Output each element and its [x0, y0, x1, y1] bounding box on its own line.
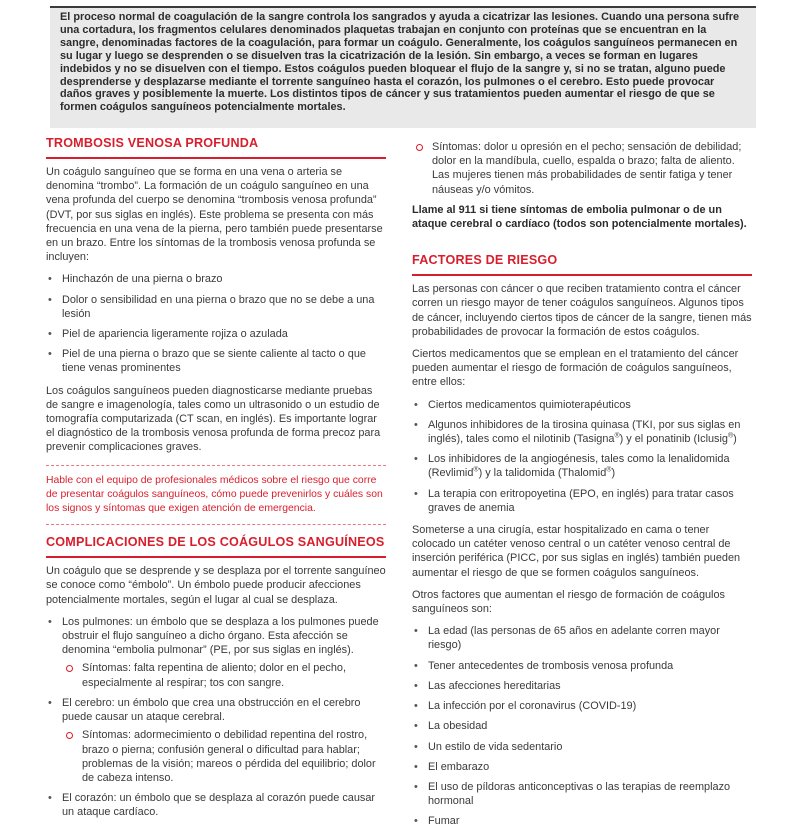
sub-list	[62, 728, 386, 785]
complication-lungs: Los pulmones: un émbolo que se desplaza a los pulmones puede obstruir el flujo sanguíneo a dicho órgano. Esta afección se denomina “embolia pulmonar” (PE, por sus siglas en inglés).	[62, 615, 379, 657]
complications-heading: COMPLICACIONES DE LOS COÁGULOS SANGUÍNEOS	[46, 535, 385, 550]
heart-sub-list	[412, 140, 752, 197]
risk-rule	[412, 274, 752, 276]
list-item: • Tener antecedentes de trombosis venosa profunda	[412, 659, 752, 673]
left-column	[46, 136, 386, 828]
sub-list-item	[62, 661, 386, 689]
risk-surgery: Someterse a una cirugía, estar hospitalizado en cama o tener colocado un catéter venoso central o un catéter venoso central de inserción periférica (PICC, por sus siglas en inglés) también pueden aumentar el riesgo de que se formen coágulos sanguíneos.	[412, 524, 741, 579]
tki-text-2: ) y el ponatinib (Iclusig	[619, 433, 728, 446]
list-item: • El embarazo	[412, 760, 752, 774]
dvt-intro: Un coágulo sanguíneo que se forma en una vena o arteria se denomina “trombo”. La formación de un coágulo sanguíneo en una vena profunda del cuerpo se denomina “trombosis venosa profunda” (DVT, por sus siglas en inglés). Este problema se presenta con más frecuencia en una vena de la pierna, pero también puede presentarse en un brazo. Entre los síntomas de la trombosis venosa profunda se incluyen:	[46, 166, 383, 264]
list-item: • Las afecciones hereditarias	[412, 679, 752, 693]
dvt-callout: Hable con el equipo de profesionales médicos sobre el riesgo que corre de presentar coágulos sanguíneos, cómo puede prevenirlos y cuáles son los signos y síntomas que exigen atención de emergencia.	[46, 465, 386, 526]
list-item: • La edad (las personas de 65 años en adelante corren mayor riesgo)	[412, 624, 752, 652]
circle-bullet-icon	[66, 732, 73, 739]
list-item: • Dolor o sensibilidad en una pierna o brazo que no se debe a una lesión	[46, 293, 386, 321]
list-item: • Fumar	[412, 814, 752, 828]
list-item: • El uso de píldoras anticonceptivas o las terapias de reemplazo hormonal	[412, 780, 752, 808]
list-item	[46, 791, 386, 819]
list-item: • Un estilo de vida sedentario	[412, 740, 752, 754]
list-item	[46, 615, 386, 690]
complications-rule	[46, 556, 386, 558]
risk-intro: Las personas con cáncer o que reciben tratamiento contra el cáncer corren un riesgo mayor de tener coágulos sanguíneos. Algunos tipos de cáncer, incluyendo ciertos tipos de cáncer de la sangre, tienen más probabilidades de provocar la formación de estos coágulos.	[412, 283, 752, 338]
risk-other-intro: Otros factores que aumentan el riesgo de formación de coágulos sanguíneos son:	[412, 588, 725, 616]
risk-meds-intro: Ciertos medicamentos que se emplean en el tratamiento del cáncer pueden aumentar el riesgo de formación de coágulos sanguíneos, entre ellos:	[412, 348, 739, 389]
dvt-symptoms-list	[46, 272, 386, 375]
registered-mark: ®	[473, 466, 479, 474]
dvt-rule	[46, 157, 386, 159]
complications-list	[46, 615, 386, 820]
sub-list	[62, 661, 386, 689]
list-item: • Piel de una pierna o brazo que se siente caliente al tacto o que tiene venas prominentes	[46, 347, 386, 375]
risk-factors-list	[412, 624, 752, 828]
registered-mark: ®	[727, 432, 734, 440]
dvt-diagnosis: Los coágulos sanguíneos pueden diagnosticarse mediante pruebas de sangre e imagenología, tales como un ultrasonido o un estudio de tomografía computarizada (CT scan, en inglés). Es importante lograr el diagnóstico de la trombosis venosa profunda de forma precoz para prevenir complicaciones graves.	[46, 384, 381, 454]
symptoms-brain: Síntomas: adormecimiento o debilidad repentina del rostro, brazo o pierna; confusión general o dificultad para hablar; problemas de la visión; mareos o pérdida del equilibrio; dolor de cabeza intenso.	[82, 729, 376, 784]
sub-list-item	[62, 728, 386, 785]
list-item: • La infección por el coronavirus (COVID-19)	[412, 699, 752, 713]
list-item: • La terapia con eritropoyetina (EPO, en inglés) para tratar casos graves de anemia	[412, 487, 752, 515]
symptoms-heart: Síntomas: dolor u opresión en el pecho; sensación de debilidad; dolor en la mandíbula, cuello, espalda o brazo; falta de aliento. Las mujeres tienen más probabilidades de sentir fatiga y tener náuseas y/o vómitos.	[432, 141, 742, 196]
list-item	[412, 452, 752, 480]
angio-text-2: ) y la talidomida (Thalomid	[478, 467, 607, 480]
complications-intro: Un coágulo que se desprende y se desplaza por el torrente sanguíneo se conoce como “émbolo”. Un émbolo puede producir afecciones potencialmente mortales, según el lugar al cual se desplaza.	[46, 565, 386, 606]
circle-bullet-icon	[416, 144, 423, 151]
intro-box	[50, 6, 756, 128]
dvt-heading: TROMBOSIS VENOSA PROFUNDA	[46, 136, 259, 150]
sub-list-item	[412, 140, 752, 197]
list-item: • La obesidad	[412, 719, 752, 733]
symptoms-lungs: Síntomas: falta repentina de aliento; dolor en el pecho, especialmente al respirar; tos con sangre.	[82, 662, 346, 689]
right-column	[412, 140, 752, 837]
registered-mark: ®	[606, 466, 612, 474]
circle-bullet-icon	[66, 665, 73, 672]
list-item	[412, 418, 752, 446]
list-item: • Hinchazón de una pierna o brazo	[46, 272, 386, 286]
emergency-note: Llame al 911 si tiene síntomas de embolia pulmonar o de un ataque cerebral o cardíaco (todos son potencialmente mortales).	[412, 203, 747, 231]
close-paren: )	[733, 433, 737, 446]
angio-text: Los inhibidores de la angiogénesis, tales como la lenalidomida (Revlimid	[428, 453, 730, 480]
registered-mark: ®	[614, 432, 620, 440]
list-item: • Ciertos medicamentos quimioterapéuticos	[412, 398, 752, 412]
complication-brain: El cerebro: un émbolo que crea una obstrucción en el cerebro puede causar un ataque cerebral.	[62, 696, 361, 724]
intro-text: El proceso normal de coagulación de la sangre controla los sangrados y ayuda a cicatrizar las lesiones. Cuando una persona sufre una cortadura, los fragmentos celulares denominados plaquetas trabajan en conjunto con proteínas que se encuentran en la sangre, denominadas factores de la coagulación, para formar un coágulo. Generalmente, los coágulos sanguíneos permanecen en su lugar y luego se desprenden o se disuelven tras la cicatrización de la lesión. Sin embargo, a veces se forman en lugares indebidos y no se disuelven con el tiempo. Estos coágulos pueden bloquear el flujo de la sangre y, si no se tratan, alguno puede desprenderse y desplazarse mediante el torrente sanguíneo hasta el corazón, los pulmones o el cerebro. Esto puede provocar daños graves y posiblemente la muerte. Los distintos tipos de cáncer y sus tratamientos pueden aumentar el riesgo de que se formen coágulos sanguíneos potencialmente mortales.	[60, 11, 740, 114]
meds-list	[412, 398, 752, 515]
list-item: • Piel de apariencia ligeramente rojiza o azulada	[46, 327, 386, 341]
complication-heart: El corazón: un émbolo que se desplaza al corazón puede causar un ataque cardíaco.	[62, 792, 376, 819]
tki-text: Algunos inhibidores de la tirosina quinasa (TKI, por sus siglas en inglés), tales como el nilotinib (Tasigna	[428, 418, 741, 446]
close-paren: )	[611, 467, 616, 480]
risk-heading: FACTORES DE RIESGO	[412, 253, 558, 268]
list-item	[46, 696, 386, 785]
